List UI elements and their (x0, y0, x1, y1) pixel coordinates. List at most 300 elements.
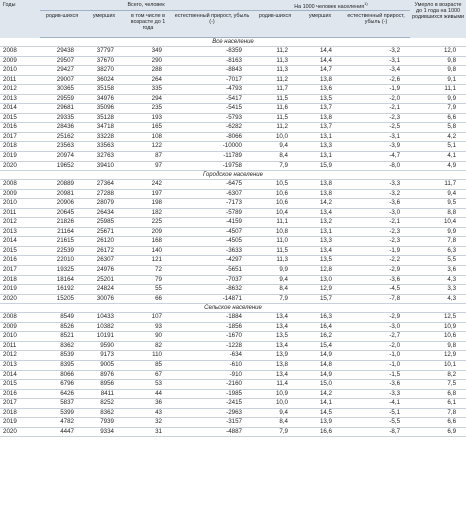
cell-born-rate: 11,2 (252, 75, 298, 85)
cell-year: 2020 (0, 294, 40, 304)
section-header-row (0, 304, 466, 313)
cell-infant-mortality: 4,1 (410, 152, 466, 162)
cell-died-rate: 13,7 (298, 123, 342, 133)
cell-died: 10191 (84, 332, 124, 342)
cell-natural-growth: -1884 (172, 313, 252, 323)
cell-infant-mortality: 6,6 (410, 418, 466, 428)
cell-natural-growth: -4297 (172, 256, 252, 266)
cell-natural-growth: -7017 (172, 75, 252, 85)
cell-under-1: 79 (124, 275, 172, 285)
cell-born-rate: 11,3 (252, 256, 298, 266)
cell-natural-growth: -6307 (172, 189, 252, 199)
cell-died-rate: 14,4 (298, 56, 342, 66)
cell-natural-growth: -4507 (172, 227, 252, 237)
cell-under-1: 36 (124, 399, 172, 409)
cell-natural-growth-rate: -1,5 (342, 370, 410, 380)
cell-natural-growth-rate: -3,3 (342, 180, 410, 190)
cell-infant-mortality: 9,8 (410, 66, 466, 76)
cell-died: 25201 (84, 275, 124, 285)
cell-infant-mortality: 7,8 (410, 408, 466, 418)
cell-under-1: 165 (124, 123, 172, 133)
cell-natural-growth: -11789 (172, 152, 252, 162)
table-row (0, 132, 466, 142)
cell-born-rate: 11,0 (252, 237, 298, 247)
section-title: Городское население (0, 171, 466, 180)
cell-under-1: 67 (124, 370, 172, 380)
cell-born-rate: 7,9 (252, 294, 298, 304)
cell-born-rate: 10,8 (252, 227, 298, 237)
cell-under-1: 82 (124, 341, 172, 351)
cell-infant-mortality: 12,9 (410, 351, 466, 361)
cell-natural-growth-rate: -8,7 (342, 427, 410, 437)
cell-under-1: 107 (124, 313, 172, 323)
cell-born: 28436 (40, 123, 84, 133)
cell-natural-growth: -7037 (172, 275, 252, 285)
cell-died-rate: 15,7 (298, 294, 342, 304)
cell-died: 32763 (84, 152, 124, 162)
cell-infant-mortality: 9,4 (410, 189, 466, 199)
cell-died-rate: 16,2 (298, 332, 342, 342)
cell-year: 2018 (0, 275, 40, 285)
cell-died: 26120 (84, 237, 124, 247)
cell-natural-growth: -5651 (172, 266, 252, 276)
cell-under-1: 121 (124, 256, 172, 266)
table-row (0, 294, 466, 304)
cell-died-rate: 16,6 (298, 427, 342, 437)
cell-born-rate: 11,1 (252, 218, 298, 228)
header-natural-growth: естественный прирост, убыль (-) (172, 11, 252, 38)
cell-year: 2014 (0, 104, 40, 114)
cell-natural-growth-rate: -4,5 (342, 285, 410, 295)
cell-died-rate: 13,4 (298, 208, 342, 218)
cell-died-rate: 13,3 (298, 237, 342, 247)
cell-born: 20906 (40, 199, 84, 209)
cell-natural-growth-rate: -1,0 (342, 351, 410, 361)
table-row (0, 408, 466, 418)
cell-natural-growth: -5417 (172, 94, 252, 104)
section-title: Все население (0, 38, 466, 47)
cell-born-rate: 11,6 (252, 104, 298, 114)
cell-natural-growth-rate: -3,0 (342, 208, 410, 218)
cell-under-1: 349 (124, 47, 172, 57)
cell-under-1: 32 (124, 418, 172, 428)
cell-infant-mortality: 6,3 (410, 246, 466, 256)
cell-natural-growth: -8359 (172, 47, 252, 57)
cell-born: 22010 (40, 256, 84, 266)
cell-year: 2013 (0, 227, 40, 237)
cell-natural-growth: -610 (172, 360, 252, 370)
cell-natural-growth-rate: -1,9 (342, 246, 410, 256)
cell-under-1: 193 (124, 113, 172, 123)
table-row (0, 256, 466, 266)
cell-natural-growth-rate: -3,6 (342, 275, 410, 285)
cell-year: 2012 (0, 218, 40, 228)
table-row (0, 66, 466, 76)
cell-born-rate: 8,4 (252, 285, 298, 295)
cell-died: 37670 (84, 56, 124, 66)
cell-died: 25985 (84, 218, 124, 228)
cell-died-rate: 12,9 (298, 285, 342, 295)
cell-natural-growth-rate: -2,6 (342, 75, 410, 85)
cell-infant-mortality: 12,0 (410, 47, 466, 57)
table-row (0, 56, 466, 66)
cell-died-rate: 13,8 (298, 113, 342, 123)
cell-natural-growth: -3157 (172, 418, 252, 428)
cell-died: 37797 (84, 47, 124, 57)
table-row (0, 208, 466, 218)
table-row (0, 227, 466, 237)
footnote-marker: 1) (364, 0, 368, 6)
cell-natural-growth-rate: -8,0 (342, 161, 410, 171)
cell-died: 35128 (84, 113, 124, 123)
cell-born: 8395 (40, 360, 84, 370)
cell-natural-growth: -14871 (172, 294, 252, 304)
cell-natural-growth-rate: -1,0 (342, 360, 410, 370)
cell-natural-growth-rate: -2,1 (342, 218, 410, 228)
cell-born-rate: 13,4 (252, 341, 298, 351)
cell-born: 15205 (40, 294, 84, 304)
header-born-rate: родив-шихся (252, 11, 298, 38)
header-born: родив-шихся (40, 11, 84, 38)
table-row (0, 161, 466, 171)
table-row (0, 370, 466, 380)
cell-under-1: 209 (124, 227, 172, 237)
cell-died: 9334 (84, 427, 124, 437)
cell-born-rate: 13,8 (252, 360, 298, 370)
cell-born: 29007 (40, 75, 84, 85)
cell-natural-growth-rate: -4,1 (342, 399, 410, 409)
cell-died-rate: 13,2 (298, 218, 342, 228)
cell-natural-growth-rate: -3,2 (342, 47, 410, 57)
cell-died-rate: 14,4 (298, 47, 342, 57)
cell-born-rate: 7,9 (252, 427, 298, 437)
cell-natural-growth-rate: -2,3 (342, 227, 410, 237)
cell-died: 8976 (84, 370, 124, 380)
cell-born-rate: 9,4 (252, 275, 298, 285)
table-row (0, 246, 466, 256)
cell-year: 2015 (0, 113, 40, 123)
cell-born-rate: 8,4 (252, 418, 298, 428)
cell-born: 6426 (40, 389, 84, 399)
table-row (0, 275, 466, 285)
cell-died-rate: 14,2 (298, 199, 342, 209)
cell-infant-mortality: 7,9 (410, 104, 466, 114)
cell-died: 28079 (84, 199, 124, 209)
cell-natural-growth: -4505 (172, 237, 252, 247)
cell-died-rate: 13,1 (298, 152, 342, 162)
cell-natural-growth: -1670 (172, 332, 252, 342)
cell-died: 7939 (84, 418, 124, 428)
cell-born-rate: 7,9 (252, 161, 298, 171)
table-row (0, 142, 466, 152)
table-row (0, 360, 466, 370)
cell-died-rate: 13,6 (298, 85, 342, 95)
cell-year: 2017 (0, 132, 40, 142)
cell-infant-mortality: 4,9 (410, 161, 466, 171)
cell-infant-mortality: 6,9 (410, 427, 466, 437)
header-years: Годы (0, 0, 40, 38)
cell-born-rate: 11,3 (252, 56, 298, 66)
cell-year: 2014 (0, 237, 40, 247)
header-per-1000 (252, 0, 410, 11)
table-header (0, 0, 466, 38)
cell-natural-growth-rate: -2,1 (342, 104, 410, 114)
cell-died: 27288 (84, 189, 124, 199)
cell-died-rate: 14,7 (298, 66, 342, 76)
cell-natural-growth-rate: -3,9 (342, 142, 410, 152)
cell-under-1: 53 (124, 380, 172, 390)
cell-natural-growth: -2160 (172, 380, 252, 390)
table-row (0, 123, 466, 133)
cell-died-rate: 13,1 (298, 227, 342, 237)
cell-under-1: 85 (124, 360, 172, 370)
cell-born: 18164 (40, 275, 84, 285)
cell-born-rate: 11,2 (252, 123, 298, 133)
table-row (0, 218, 466, 228)
cell-natural-growth-rate: -2,5 (342, 123, 410, 133)
cell-born-rate: 9,4 (252, 142, 298, 152)
cell-born-rate: 13,5 (252, 332, 298, 342)
cell-natural-growth-rate: -2,3 (342, 113, 410, 123)
cell-born: 20974 (40, 152, 84, 162)
cell-infant-mortality: 8,2 (410, 370, 466, 380)
cell-year: 2016 (0, 256, 40, 266)
cell-natural-growth: -7173 (172, 199, 252, 209)
cell-died-rate: 13,1 (298, 132, 342, 142)
cell-died-rate: 14,8 (298, 360, 342, 370)
cell-born-rate: 10,6 (252, 199, 298, 209)
cell-died-rate: 14,1 (298, 399, 342, 409)
cell-died: 36024 (84, 75, 124, 85)
cell-year: 2011 (0, 208, 40, 218)
cell-died: 34718 (84, 123, 124, 133)
cell-under-1: 235 (124, 104, 172, 114)
cell-natural-growth-rate: -2,9 (342, 266, 410, 276)
cell-under-1: 66 (124, 294, 172, 304)
cell-died: 8411 (84, 389, 124, 399)
cell-died: 35158 (84, 85, 124, 95)
cell-born: 29559 (40, 94, 84, 104)
cell-born: 29507 (40, 56, 84, 66)
cell-natural-growth-rate: -5,5 (342, 418, 410, 428)
cell-under-1: 168 (124, 237, 172, 247)
cell-under-1: 294 (124, 94, 172, 104)
cell-died: 33563 (84, 142, 124, 152)
cell-died: 8252 (84, 399, 124, 409)
cell-died: 10433 (84, 313, 124, 323)
cell-natural-growth-rate: -2,2 (342, 256, 410, 266)
cell-natural-growth-rate: -3,6 (342, 199, 410, 209)
cell-born: 8066 (40, 370, 84, 380)
cell-natural-growth-rate: -2,0 (342, 341, 410, 351)
cell-infant-mortality: 6,8 (410, 389, 466, 399)
cell-infant-mortality: 10,9 (410, 322, 466, 332)
cell-year: 2008 (0, 47, 40, 57)
cell-natural-growth: -1985 (172, 389, 252, 399)
cell-year: 2011 (0, 341, 40, 351)
cell-year: 2009 (0, 322, 40, 332)
cell-year: 2018 (0, 142, 40, 152)
cell-born: 4447 (40, 427, 84, 437)
cell-born: 5399 (40, 408, 84, 418)
cell-died-rate: 16,3 (298, 313, 342, 323)
table-row (0, 47, 466, 57)
cell-under-1: 335 (124, 85, 172, 95)
cell-born-rate: 13,4 (252, 313, 298, 323)
cell-year: 2015 (0, 380, 40, 390)
cell-year: 2008 (0, 180, 40, 190)
cell-natural-growth: -5793 (172, 113, 252, 123)
cell-born-rate: 10,6 (252, 189, 298, 199)
cell-under-1: 72 (124, 266, 172, 276)
cell-infant-mortality: 3,6 (410, 266, 466, 276)
table-row (0, 266, 466, 276)
cell-infant-mortality: 9,8 (410, 341, 466, 351)
cell-under-1: 93 (124, 322, 172, 332)
cell-died: 38270 (84, 66, 124, 76)
cell-under-1: 288 (124, 66, 172, 76)
cell-died: 10382 (84, 322, 124, 332)
section-title: Сельское население (0, 304, 466, 313)
cell-under-1: 122 (124, 142, 172, 152)
cell-born: 8362 (40, 341, 84, 351)
cell-natural-growth: -10000 (172, 142, 252, 152)
cell-natural-growth-rate: -2,0 (342, 94, 410, 104)
cell-died-rate: 13,5 (298, 256, 342, 266)
table-row (0, 94, 466, 104)
header-natural-growth-rate: естественный прирост, убыль (-) (342, 11, 410, 38)
cell-infant-mortality: 11,7 (410, 180, 466, 190)
table-row (0, 189, 466, 199)
cell-under-1: 108 (124, 132, 172, 142)
cell-natural-growth: -19758 (172, 161, 252, 171)
cell-born: 8549 (40, 313, 84, 323)
cell-year: 2018 (0, 408, 40, 418)
cell-died-rate: 13,7 (298, 104, 342, 114)
cell-born-rate: 11,7 (252, 85, 298, 95)
cell-natural-growth-rate: -3,3 (342, 389, 410, 399)
cell-under-1: 44 (124, 389, 172, 399)
cell-year: 2010 (0, 66, 40, 76)
header-total-people: Всего, человек (40, 0, 252, 11)
cell-born: 20981 (40, 189, 84, 199)
table-row (0, 237, 466, 247)
cell-natural-growth-rate: -7,8 (342, 294, 410, 304)
cell-under-1: 43 (124, 408, 172, 418)
cell-natural-growth-rate: -3,4 (342, 66, 410, 76)
cell-infant-mortality: 9,5 (410, 199, 466, 209)
cell-year: 2013 (0, 360, 40, 370)
section-header-row (0, 171, 466, 180)
table-row (0, 104, 466, 114)
cell-year: 2020 (0, 427, 40, 437)
cell-died-rate: 16,4 (298, 322, 342, 332)
cell-under-1: 31 (124, 427, 172, 437)
table-row (0, 313, 466, 323)
cell-born-rate: 13,9 (252, 351, 298, 361)
cell-born: 8526 (40, 322, 84, 332)
cell-died: 8362 (84, 408, 124, 418)
cell-under-1: 264 (124, 75, 172, 85)
cell-born-rate: 11,5 (252, 113, 298, 123)
table-row (0, 180, 466, 190)
cell-under-1: 242 (124, 180, 172, 190)
cell-died-rate: 13,5 (298, 94, 342, 104)
cell-natural-growth: -8066 (172, 132, 252, 142)
header-per-1000-text: На 1000 человек населения (294, 3, 365, 10)
cell-infant-mortality: 4,3 (410, 294, 466, 304)
cell-natural-growth: -1228 (172, 341, 252, 351)
cell-born-rate: 10,5 (252, 180, 298, 190)
cell-born: 4782 (40, 418, 84, 428)
cell-died: 9173 (84, 351, 124, 361)
cell-infant-mortality: 3,3 (410, 285, 466, 295)
cell-under-1: 90 (124, 332, 172, 342)
section-header-row (0, 38, 466, 47)
table-row (0, 351, 466, 361)
cell-born-rate: 11,2 (252, 47, 298, 57)
cell-died-rate: 13,8 (298, 180, 342, 190)
cell-born-rate: 9,4 (252, 408, 298, 418)
cell-died: 35096 (84, 104, 124, 114)
cell-under-1: 55 (124, 285, 172, 295)
cell-year: 2012 (0, 351, 40, 361)
cell-died: 8956 (84, 380, 124, 390)
cell-born: 8521 (40, 332, 84, 342)
cell-under-1: 225 (124, 218, 172, 228)
table-row (0, 285, 466, 295)
cell-natural-growth-rate: -5,1 (342, 408, 410, 418)
cell-natural-growth: -1856 (172, 322, 252, 332)
table-row (0, 399, 466, 409)
cell-died: 26307 (84, 256, 124, 266)
cell-infant-mortality: 9,8 (410, 56, 466, 66)
cell-died-rate: 14,9 (298, 370, 342, 380)
cell-year: 2016 (0, 389, 40, 399)
table-row (0, 418, 466, 428)
cell-died-rate: 12,8 (298, 266, 342, 276)
cell-died: 39410 (84, 161, 124, 171)
cell-infant-mortality: 5,5 (410, 256, 466, 266)
cell-year: 2009 (0, 56, 40, 66)
table-row (0, 341, 466, 351)
cell-died: 26172 (84, 246, 124, 256)
cell-natural-growth: -910 (172, 370, 252, 380)
cell-infant-mortality: 10,4 (410, 218, 466, 228)
cell-natural-growth-rate: -3,6 (342, 380, 410, 390)
cell-natural-growth: -6475 (172, 180, 252, 190)
table-row (0, 199, 466, 209)
cell-born: 19325 (40, 266, 84, 276)
table-row (0, 427, 466, 437)
cell-born: 8539 (40, 351, 84, 361)
cell-infant-mortality: 7,5 (410, 380, 466, 390)
cell-died-rate: 15,4 (298, 341, 342, 351)
cell-under-1: 140 (124, 246, 172, 256)
cell-year: 2012 (0, 85, 40, 95)
cell-born-rate: 11,4 (252, 380, 298, 390)
cell-born: 25162 (40, 132, 84, 142)
header-died-rate: умерших (298, 11, 342, 38)
cell-born-rate: 8,4 (252, 152, 298, 162)
cell-born-rate: 11,5 (252, 94, 298, 104)
cell-born: 23563 (40, 142, 84, 152)
cell-year: 2011 (0, 75, 40, 85)
table-row (0, 152, 466, 162)
cell-under-1: 182 (124, 208, 172, 218)
cell-natural-growth: -4159 (172, 218, 252, 228)
cell-born: 16192 (40, 285, 84, 295)
